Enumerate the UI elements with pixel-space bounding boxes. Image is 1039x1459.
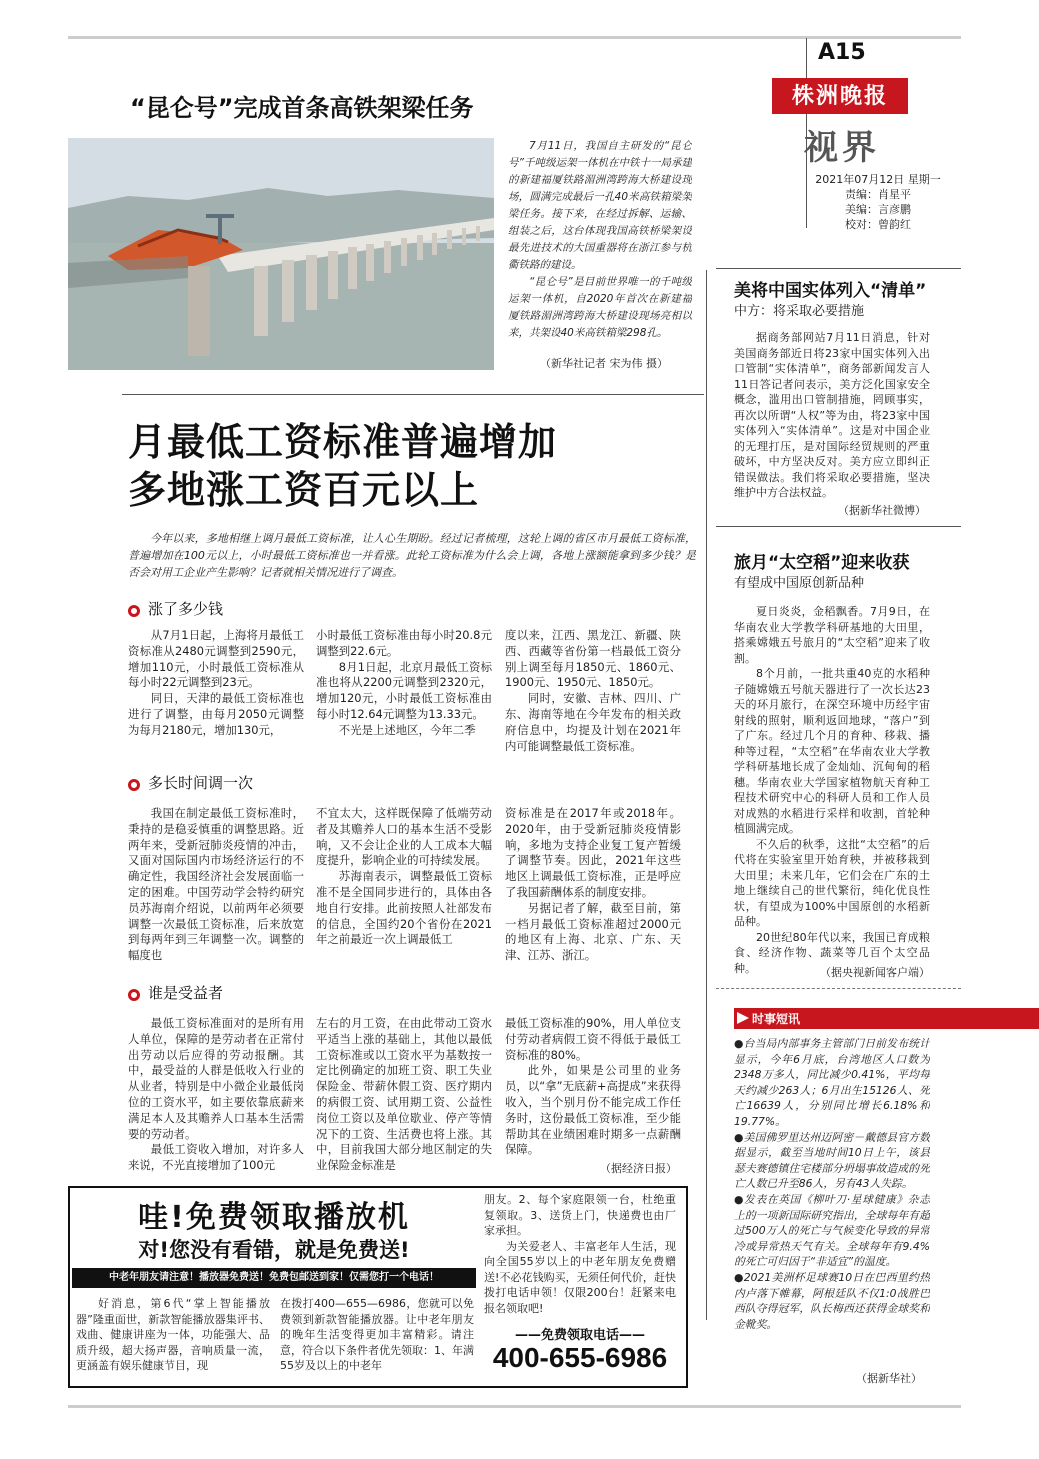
divider [716,268,961,269]
s3-column-2 [316,1016,492,1176]
issue-date: 2021年07月12日 星期一 [815,173,941,186]
photo-headline: “昆仑号”完成首条高铁架梁任务 [130,94,474,122]
side-story2-credit: （据央视新闻客户端） [820,966,930,979]
side-story1-subhead: 中方：将采取必要措施 [734,304,865,319]
side-story2-subhead: 有望成中国原创新品种 [734,576,865,591]
subhead-text: 涨了多少钱 [148,600,224,618]
paragraph: 不光是上述地区，今年二季 [338,722,476,737]
paragraph: 最低工资标准面对的是所有用人单位，保障的是劳动者在正常付出劳动以后应得的劳动报酬。其中，最受益的人群是低收入行业的从业者，特别是中小微企业最低岗位的工资水平，如主要依靠底薪来满足本人及其赡养人口基本生活需要的劳动者。 [128,1016,304,1141]
main-headline [128,418,698,514]
ad-headline: 哇!免费领取播放机 [138,1200,410,1235]
bullet-icon [128,779,140,791]
bridge-illustration [68,138,494,370]
main-headline-line2: 多地涨工资百元以上 [128,468,480,512]
s1-column-1 [128,628,304,764]
paragraph: 小时最低工资标准由每小时20.8元调整到22.6元。 [316,628,492,658]
paragraph: 同时，安徽、吉林、四川、广东、海南等地在今年发布的相关政府信息中，均提及计划在2021年内可能调整最低工资标准。 [505,691,681,753]
subhead-how-much [128,598,223,619]
paragraph: 为关爱老人、丰富老年人生活，现向全国55岁以上的中老年朋友免费赠送!不必花钱购买，无须任何代价，赶快拨打电话申领！仅限200台！赶紧来电报名领取吧! [484,1239,676,1315]
paragraph: 不久后的秋季，这批“太空稻”的后代将在实验室里开始育秧，并被移栽到大田里；未来几年，它们会在广东的土地上继续自己的世代繁衍，纯化优良性状，有望成为100%中国原创的水稻新品种。 [734,837,930,928]
s2-column-1 [128,806,304,972]
s3-column-1 [128,1016,304,1176]
ad-column-1 [76,1296,270,1380]
ad-column-2 [280,1296,474,1380]
paragraph: 此外，如果是公司里的业务员，以“拿”无底薪+高提成”来获得收入，当个别月份不能完成工作任务时，这份最低工资标准，至少能帮助其在业绩困难时期多一点薪酬保障。 [505,1063,681,1157]
paragraph: 据商务部网站7月11日消息，针对美国商务部近日将23家中国实体列入出口管制“实体清单”，商务部新闻发言人11日答记者问表示，美方泛化国家安全概念，滥用出口管制措施，罔顾事实，再次以所谓“人权”等为由，将23家中国实体列入“实体清单”。这是对中国企业的无理打压，是对国际经贸规则的严重破坏，中方坚决反对。美方应立即纠正错误做法。我们将采取必要措施，坚决维护中方合法权益。 [734,331,930,499]
briefs-body [734,1036,930,1384]
paragraph: 资标准是在2017年或2018年。2020年，由于受新冠肺炎疫情影响，多地为支持企业复工复产暂缓了调整节奏。因此，2021年这些地区上调最低工资标准，正是呼应了我国薪酬体系的制度安排。 [505,806,681,899]
divider [716,988,961,989]
section-title: 视界 [804,128,880,168]
paragraph: 同日，天津的最低工资标准也进行了调整，由每月2050元调整为每月2180元，增加130元， [128,691,304,737]
brief-item: ●2021美洲杯足球赛10日在巴西里约热内卢落下帷幕，阿根廷队不仅1:0战胜巴西队夺得冠军，队长梅西还获得金球奖和金靴奖。 [734,1270,930,1331]
brief-item: ●美国佛罗里达州迈阿密－戴德县官方数据显示，截至当地时间10日上午，该县瑟夫赛德镇住宅楼部分坍塌事故造成的死亡人数已升至86人，另有43人失踪。 [734,1130,930,1191]
main-credit: （据经济日报） [600,1162,677,1175]
column-divider [706,270,707,1320]
bullet-icon [128,989,140,1001]
paragraph: 苏海南表示，调整最低工资标准不是全国同步进行的，具体由各地自行安排。此前按照人社部发布的信息，全国约20个省份在2021年之前最近一次上调最低工 [316,869,492,947]
paragraph: 好消息，第6代“掌上智能播放器”隆重面世，新款智能播放器集评书、戏曲、健康讲座为一体，功能强大、品质升级，超大扬声器，音响质量一流，更涵盖有娱乐健康节目，现 [76,1297,270,1372]
side-story1-credit: （据新华社微博） [838,504,926,517]
caption-paragraph-1: 7月11日，我国自主研发的“昆仑号”千吨级运架一体机在中铁十一局承建的新建福厦铁路湄洲湾跨海大桥建设现场，圆满完成最后一孔40米高铁箱梁架梁任务。接下来，在经过拆解、运输、组装之后，这台体现我国高铁桥梁架设最先进技术的大国重器将在浙江参与杭衢铁路的建设。 [508,140,692,271]
ad-phone-label: ——免费领取电话—— [514,1328,645,1343]
ad-column-3 [484,1192,676,1322]
paragraph: 从7月1日起，上海将月最低工资标准从2480元调整到2590元，增加110元，小时最低工资标准从每小时22元调整到23元。 [128,628,304,690]
paragraph: 我国在制定最低工资标准时，秉持的是稳妥慎重的调整思路。近两年来，受新冠肺炎疫情的冲击，又面对国际国内市场经济运行的不确定性，我国经济社会发展面临一定的困难。中国劳动学会特约研究员苏海南介绍说，以前两年必须要调整一次最低工资标准，后来放宽到每两年到三年调整一次。调整的幅度也 [128,806,304,963]
brief-item: ●台当局内部事务主管部门日前发布统计显示，今年6月底，台湾地区人口数为2348万多人，同比减少0.41%，平均每天约减少263人；6月出生15126人、死亡16639人，分别同比增长6.18%和19.77%。 [734,1037,930,1128]
main-headline-line1: 月最低工资标准普遍增加 [128,420,558,464]
paragraph: 20世纪80年代以来，我国已育成粮食、经济作物、蔬菜等几百个太空品种。 [734,930,930,975]
ad-banner: 中老年朋友请注意！播放器免费送！免费包邮送到家！仅需您打一个电话！ [72,1268,476,1288]
photo-credit: （新华社记者 宋为伟 摄） [540,357,668,370]
subhead-text: 多长时间调一次 [148,774,254,792]
top-rule [68,36,961,39]
side-story1-headline: 美将中国实体列入“清单” [734,281,927,301]
briefs-credit: （据新华社） [856,1372,922,1385]
paragraph: 最低工资标准的90%，用人单位支付劳动者病假工资不得低于最低工资标准的80%。 [505,1016,681,1062]
paragraph: 朋友。2、每个家庭限领一台，杜绝重复领取。3、送货上门，快递费也由厂家承担。 [484,1193,676,1237]
s1-column-3 [505,628,681,764]
paragraph: 不宜太大，这样既保障了低端劳动者及其赡养人口的基本生活不受影响，又不会让企业的人工成本大幅度提升，影响企业的可持续发展。 [316,806,492,868]
s2-column-3 [505,806,681,972]
proofreader-credit: 校对：曾韵红 [845,218,911,231]
s1-column-2 [316,628,492,764]
paragraph: 8月1日起，北京月最低工资标准也将从2200元调整到2320元，增加120元，小时最低工资标准由每小时12.64元调整为13.33元。 [316,659,492,721]
lead-paragraph: 今年以来，多地相继上调月最低工资标准，让人心生期盼。经过记者梳理，这轮上调的省区市月最低工资标准，普遍增加在100元以上，小时最低工资标准也一并看涨。此轮工资标准为什么会上调，各地上涨额能拿到多少钱？是否会对用工企业产生影响？记者就相关情况进行了调查。 [128,532,696,579]
paragraph: 度以来，江西、黑龙江、新疆、陕西、西藏等省份第一档最低工资分别上调至每月1850元、1860元、1900元、1950元、1850元。 [505,628,681,690]
paragraph: 左右的月工资，在由此带动工资水平适当上涨的基础上，其他以最低工资标准或以工资水平为基数按一定比例确定的加班工资、职工失业保险金、带薪休假工资、医疗期内的病假工资、试用期工资、公益性岗位工资以及单位歇业、停产等情况下的工资、生活费也将上涨。其中，目前我国大部分地区制定的失业保险金标准是 [316,1016,492,1173]
designer-credit: 美编：言彦鹏 [845,203,911,216]
caption-paragraph-2: “昆仑号”是目前世界唯一的千吨级运架一体机，自2020年首次在新建福厦铁路湄洲湾跨海大桥建设现场亮相以来，共架设40米高铁箱梁298孔。 [508,276,692,339]
photo-caption [508,138,692,354]
briefs-tag-label: 时事短讯 [752,1012,801,1026]
ad-phone-number: 400-655-6986 [492,1342,668,1373]
side-story2-headline: 旅月“太空稻”迎来收获 [734,553,910,573]
divider [122,394,704,395]
paragraph: 在拨打400—655—6986，您就可以免费领到新款智能播放器。让中老年朋友的晚年生活变得更加丰富精彩。请注意，符合以下条件者优先领取：1、年满55岁及以上的中老年 [280,1297,474,1372]
paragraph: 最低工资收入增加，对许多人来说，不光直接增加了100元 [128,1142,304,1173]
side-story2-body [734,604,930,976]
s3-column-3 [505,1016,681,1160]
subhead-beneficiaries [128,982,223,1003]
paragraph: 夏日炎炎，金稻飘香。7月9日，在华南农业大学教学科研基地的大田里，搭乘嫦娥五号旅月的“太空稻”迎来了收割。 [734,605,930,665]
subhead-how-often [128,772,253,793]
bottom-rule [68,1405,961,1408]
arrow-icon [737,1012,749,1024]
paper-logo: 株洲晚报 [772,78,908,114]
paragraph: 另据记者了解，截至目前，第一档月最低工资标准超过2000元的地区有上海、北京、广东、天津、江苏、浙江。 [505,900,681,963]
subhead-text: 谁是受益者 [148,984,224,1002]
briefs-tag [734,1008,1039,1029]
bridge-photo [68,138,494,370]
side-story1-body [734,330,930,516]
brief-item: ●发表在英国《柳叶刀·星球健康》杂志上的一项新国际研究指出，全球每年有超过500万人的死亡与气候变化导致的异常冷或异常热天气有关。全球每年有9.4%的死亡可归因于“非适宜”的温度。 [734,1192,930,1269]
paragraph: 8个月前，一批共重40克的水稻种子随嫦娥五号航天器进行了一次长达23天的环月旅行，在深空环境中历经宇宙射线的照射，顺利返回地球，“落户”到了广东。经过几个月的育种、移栽、播种等过程，“太空稻”在华南农业大学教学科研基地长成了金灿灿、沉甸甸的稻穗。华南农业大学国家植物航天育种工程技术研究中心的科研人员和工作人员对成熟的水稻进行采样和收割，首轮种植圆满完成。 [734,667,930,835]
editor-credit: 责编：肖星平 [845,188,911,201]
divider [716,526,961,527]
bullet-icon [128,605,140,617]
s2-column-2 [316,806,492,972]
ad-subhead: 对!您没有看错，就是免费送! [138,1238,410,1262]
page-number: A15 [818,40,866,65]
